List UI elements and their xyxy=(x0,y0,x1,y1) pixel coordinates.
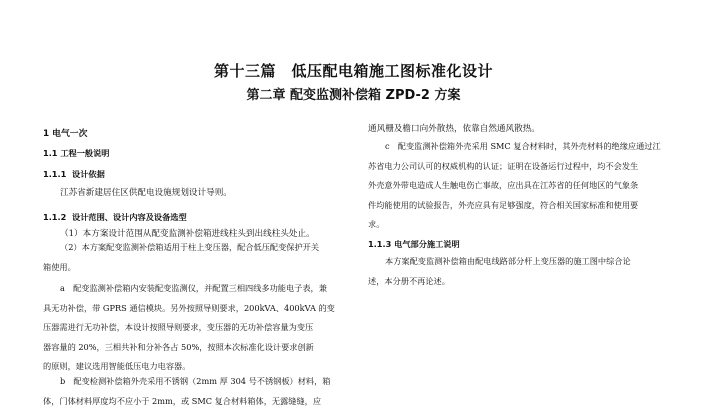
heading-1: 1 电气一次 xyxy=(43,128,87,140)
paragraph-line: 述，本分册不再论述。 xyxy=(368,272,668,292)
paragraph-line: a 配变监测补偿箱内安装配变监测仪，并配置三相四线多功能电子表，兼 xyxy=(43,279,343,299)
paragraph-line: 外壳意外带电造成人生触电伤亡事故，应出具在江苏省的任何地区的气象条 xyxy=(368,176,668,196)
paragraph-item-b xyxy=(43,372,343,411)
paragraph-line: （2）本方案配变监测补偿箱适用于柱上变压器，配合低压配变保护开关 xyxy=(43,238,343,258)
page-title: 第十三篇 低压配电箱施工图标准化设计 xyxy=(0,60,707,81)
paragraph-1-1-1: 江苏省新建居住区供配电设施规划设计导则。 xyxy=(60,187,232,199)
heading-1-1-1-number: 1.1.1 xyxy=(43,168,66,180)
paragraph-item-2 xyxy=(43,238,343,277)
heading-1-1: 1.1 工程一般说明 xyxy=(43,147,109,159)
paragraph-line: 求。 xyxy=(368,215,668,235)
paragraph-continued: 通风栅及檐口向外散热，依靠自然通风散热。 xyxy=(368,123,540,135)
paragraph-item-c xyxy=(368,137,668,235)
heading-1-1-1-text: 设计依据 xyxy=(72,168,105,180)
page-subtitle: 第二章 配变监测补偿箱 ZPD-2 方案 xyxy=(0,84,707,103)
paragraph-item-1: （1）本方案设计范围从配变监测补偿箱进线柱头到出线柱头处止。 xyxy=(60,228,315,240)
paragraph-line: 苏省电力公司认可的权威机构的认证；证明在设备运行过程中，均不会发生 xyxy=(368,157,668,177)
paragraph-line: 件均能使用的试验报告，外壳应具有足够强度，符合相关国家标准和使用要 xyxy=(368,196,668,216)
paragraph-line: 具无功补偿，带 GPRS 通信模块。另外按照导则要求，200kVA、400kVA 的变 xyxy=(43,299,343,319)
heading-1-1-2-number: 1.1.2 xyxy=(43,211,66,223)
paragraph-line: 箱使用。 xyxy=(43,258,343,278)
heading-1-1-3: 1.1.3 电气部分施工说明 xyxy=(368,238,460,250)
paragraph-line: 压器需进行无功补偿，本设计按照导则要求，变压器的无功补偿容量为变压 xyxy=(43,318,343,338)
paragraph-line: 本方案配变监测补偿箱由配电线路部分杆上变压器的施工图中综合论 xyxy=(368,252,668,272)
heading-1-1-2-text: 设计范围、设计内容及设备选型 xyxy=(72,211,187,223)
paragraph-line: 体，门体材料厚度均不应小于 2mm，或 SMC 复合材料箱体，无露缝缝，应 xyxy=(43,392,343,411)
paragraph-item-a xyxy=(43,279,343,377)
paragraph-line: 器容量的 20%，三相共补和分补各占 50%，按照本次标准化设计要求创新 xyxy=(43,338,343,358)
paragraph-line: c 配变监测补偿箱外壳采用 SMC 复合材料时，其外壳材料的绝缘应通过江 xyxy=(368,137,668,157)
paragraph-line: 的原则，建议选用智能低压电力电容器。 xyxy=(43,357,343,377)
paragraph-1-1-3 xyxy=(368,252,668,291)
paragraph-line: b 配变检测补偿箱外壳采用不锈钢（2mm 厚 304 号不锈钢板）材料，箱 xyxy=(43,372,343,392)
